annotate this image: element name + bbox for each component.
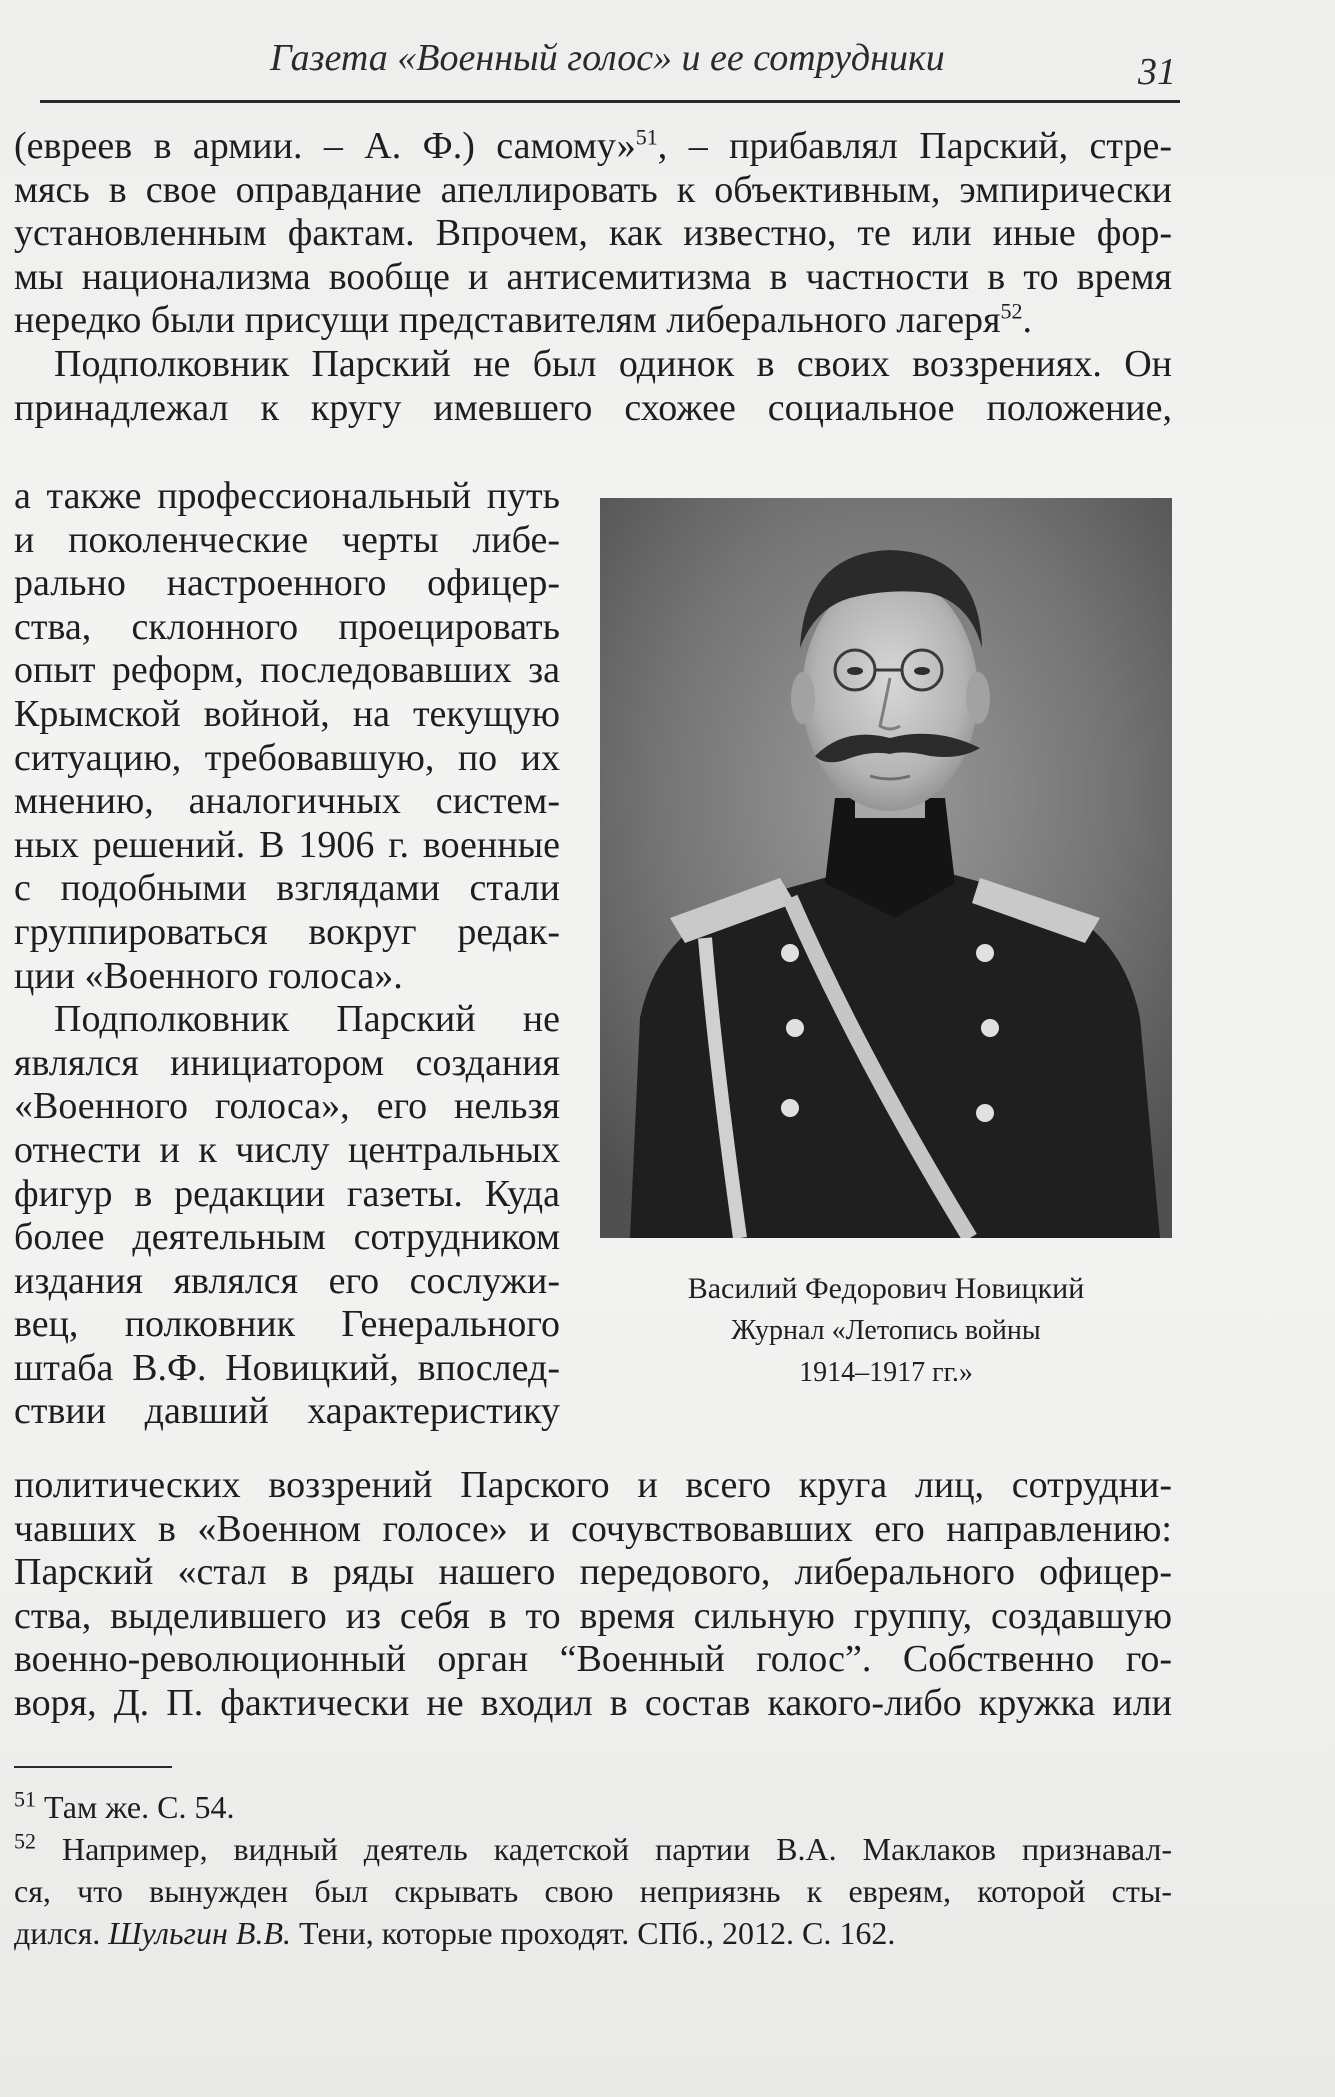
footnote-rule	[14, 1766, 172, 1768]
text-line: военно-революционный орган “Военный голос”. Собственно го-	[14, 1638, 1172, 1681]
text-line: нередко были присущи представителям либерального лагеря$^{52}$.	[14, 299, 1033, 342]
text-line: (евреев в армии. – А. Ф.) самому»$^{51}$, – прибавлял Парский, стре-	[14, 125, 1172, 167]
body-text-column	[14, 475, 560, 1434]
running-head-title: Газета «Военный голос» и ее сотрудники	[270, 37, 945, 79]
footnote-ref-51[interactable]: 51	[635, 125, 658, 150]
footnote-ref-52[interactable]: 52	[1000, 299, 1023, 324]
portrait-illustration	[600, 498, 1172, 1238]
text-line: воря, Д. П. фактически не входил в состав какого-либо кружка или	[14, 1681, 1172, 1724]
caption-source: Журнал «Летопись войны	[731, 1315, 1041, 1346]
running-head	[40, 28, 1180, 100]
footnote-number: 51	[14, 1786, 36, 1812]
text-line: с подобными взглядами стали	[14, 867, 560, 910]
text-line: ции «Военного голоса».	[14, 954, 403, 997]
text-line: рально настроенного офицер-	[14, 562, 560, 605]
header-rule	[40, 100, 1180, 103]
text-line: установленным фактам. Впрочем, как известно, те или иные фор-	[14, 212, 1172, 255]
text-line: вец, полковник Генерального	[14, 1303, 560, 1346]
text-line: являлся инициатором создания	[14, 1041, 560, 1084]
text-line: ства, выделившего из себя в то время сильную группу, создавшую	[14, 1594, 1172, 1637]
caption-name: Василий Федорович Новицкий	[687, 1272, 1085, 1305]
text-line: а также профессиональный путь	[14, 475, 560, 517]
text-line: принадлежал к кругу имевшего схожее социальное положение,	[14, 386, 1172, 429]
text-line: ных решений. В 1906 г. военные	[14, 823, 560, 866]
paragraph-start: Подполковник Парский не был одинок в своих воззрениях. Он	[54, 342, 1172, 385]
caption-source-years: 1914–1917 гг.»	[799, 1357, 973, 1388]
body-text-top	[14, 125, 1172, 430]
text-line: Парский «стал в ряды нашего передового, либерального офицер-	[14, 1551, 1172, 1594]
text-line: мнению, аналогичных систем-	[14, 780, 560, 823]
text-line: опыт реформ, последовавших за	[14, 649, 560, 692]
text-line: и поколенческие черты либе-	[14, 518, 560, 561]
text-line: более деятельным сотрудником	[14, 1216, 560, 1259]
portrait-figure	[600, 498, 1172, 1388]
text-line: отнести и к числу центральных	[14, 1128, 560, 1171]
text-line: «Военного голоса», его нельзя	[14, 1085, 560, 1128]
text-line: штаба В.Ф. Новицкий, впослед-	[14, 1346, 560, 1389]
footnote-52: $^{52}$ Например, видный деятель кадетской партии В.А. Маклаков признавал-	[14, 1828, 1172, 1867]
text-line: Крымской войной, на текущую	[14, 692, 560, 735]
footnote-52-cont: ся, что вынужден был скрывать свою неприязнь к евреям, которой сты-	[14, 1873, 1172, 1909]
footnote-author: Шульгин В.В.	[108, 1915, 291, 1951]
text-line: ства, склонного проецировать	[14, 605, 560, 648]
text-line: политических воззрений Парского и всего круга лиц, сотрудни-	[14, 1464, 1172, 1506]
text-line: мясь в свое оправдание апеллировать к объективным, эмпирически	[14, 168, 1172, 211]
text-line: издания являлся его сослужи-	[14, 1259, 560, 1302]
text-line: ситуацию, требовавшую, по их	[14, 736, 560, 779]
text-line: чавших в «Военном голосе» и сочувствовавших его направлению:	[14, 1507, 1172, 1550]
footnote-52-cont: дился. Шульгин В.В. Тени, которые проходят. СПб., 2012. С. 162.	[14, 1915, 896, 1951]
footnote-number: 52	[14, 1828, 36, 1854]
text-line: группироваться вокруг редак-	[14, 910, 560, 953]
text-line: ствии давший характеристику	[14, 1390, 560, 1433]
footnote-51: $^{51}$ Там же. С. 54.	[14, 1786, 235, 1825]
text-line: фигур в редакции газеты. Куда	[14, 1172, 560, 1215]
page-number: 31	[1138, 51, 1176, 93]
figure-caption	[600, 1268, 1172, 1394]
portrait-photo	[600, 498, 1172, 1238]
footnotes	[14, 1786, 1172, 1954]
text-line: мы национализма вообще и антисемитизма в частности в то время	[14, 255, 1172, 298]
body-text-bottom	[14, 1464, 1172, 1726]
paragraph-start: Подполковник Парский не	[54, 998, 560, 1041]
